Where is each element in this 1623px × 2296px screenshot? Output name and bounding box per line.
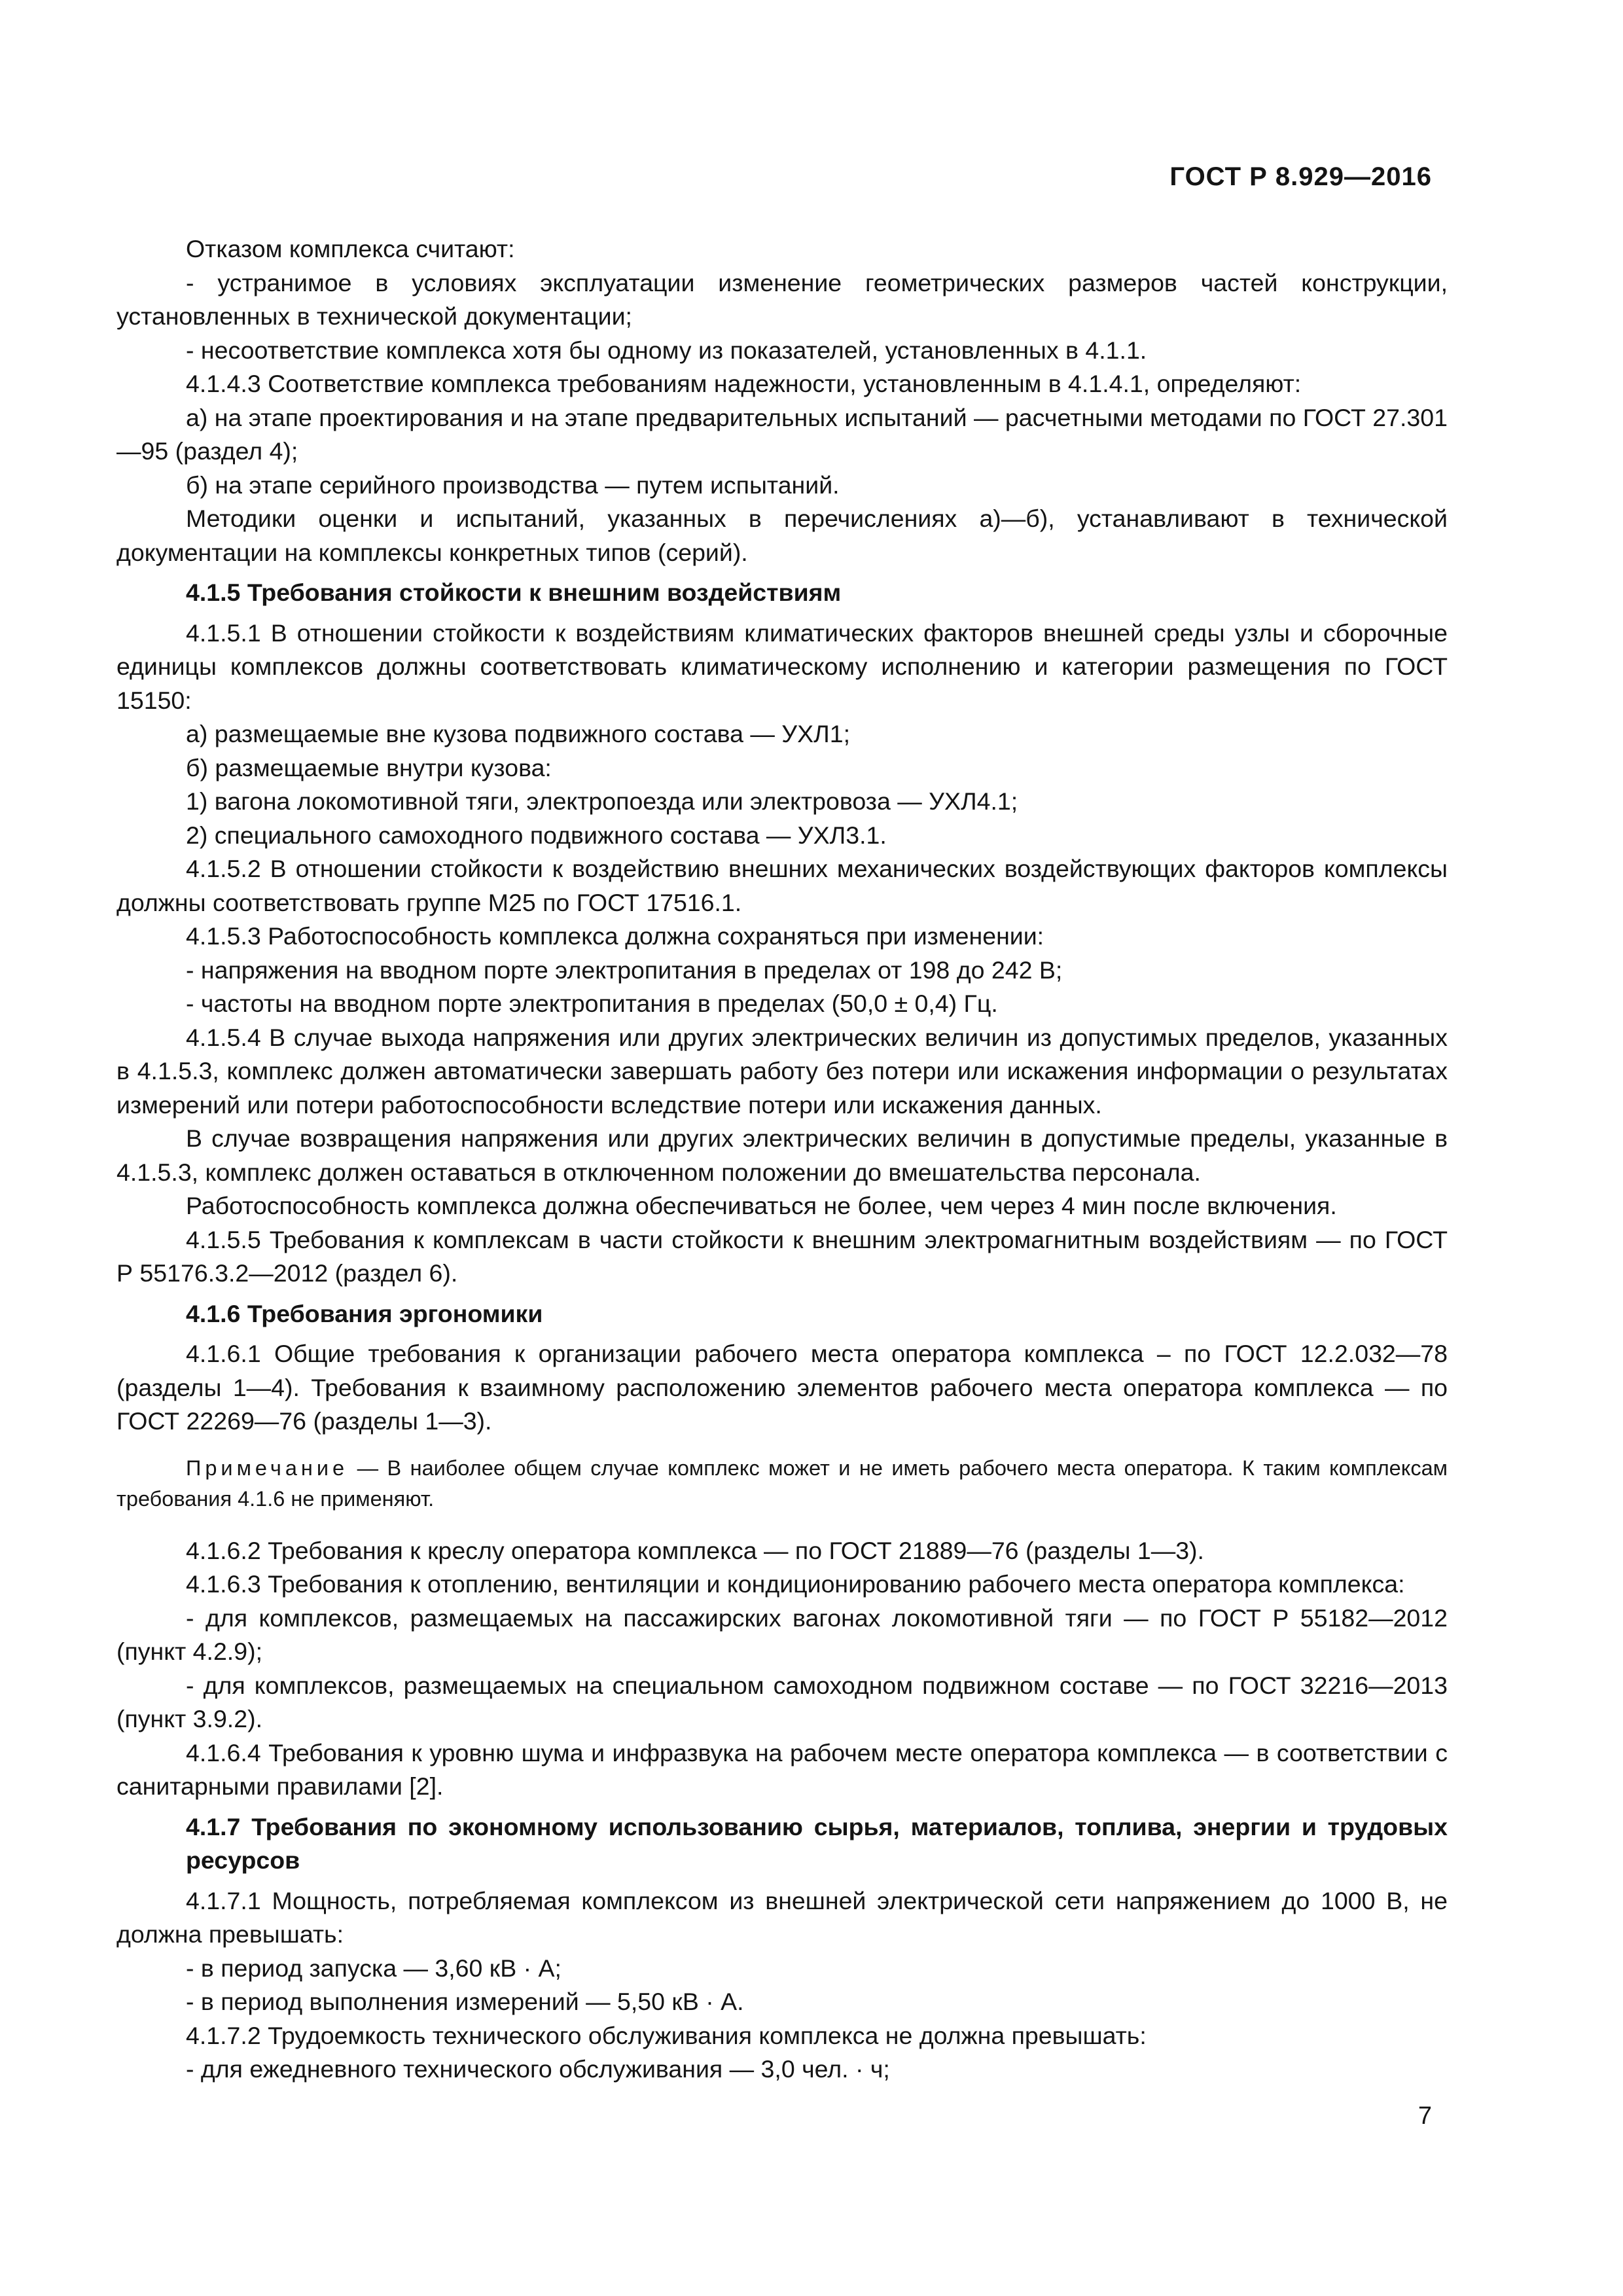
paragraph: 4.1.4.3 Соответствие комплекса требованиям надежности, установленным в 4.1.4.1, определяют:: [186, 370, 1302, 397]
paragraph: 4.1.5.5 Требования к комплексам в части стойкости к внешним электромагнитным воздействиям — по ГОСТ Р 55176.3.2—2012 (раздел 6).: [116, 1225, 1448, 1287]
note-text: — В наиболее общем случае комплекс может и не иметь рабочего места оператора. К таким комплексам требования 4.1.6 не применяют.: [116, 1456, 1448, 1511]
section-heading-4-1-7: 4.1.7 Требования по экономному использованию сырья, материалов, топлива, энергии и трудовых ресурсов: [186, 1812, 1448, 1874]
paragraph: Отказом комплекса считают:: [186, 235, 515, 262]
paragraph: - для ежедневного технического обслуживания — 3,0 чел. · ч;: [186, 2055, 890, 2083]
paragraph: 4.1.6.2 Требования к креслу оператора комплекса — по ГОСТ 21889—76 (разделы 1—3).: [186, 1536, 1204, 1564]
section-heading-4-1-5: 4.1.5 Требования стойкости к внешним воздействиям: [186, 579, 842, 606]
paragraph: - напряжения на вводном порте электропитания в пределах от 198 до 242 В;: [186, 956, 1063, 984]
paragraph: 4.1.7.2 Трудоемкость технического обслуживания комплекса не должна превышать:: [186, 2021, 1147, 2049]
paragraph: 4.1.5.2 В отношении стойкости к воздействию внешних механических воздействующих факторов комплексы должны соответствовать группе М25 по ГОСТ 17516.1.: [116, 855, 1448, 916]
paragraph: а) размещаемые вне кузова подвижного состава — УХЛ1;: [186, 720, 851, 747]
paragraph: б) на этапе серийного производства — путем испытаний.: [186, 471, 840, 499]
paragraph: 2) специального самоходного подвижного состава — УХЛ3.1.: [186, 821, 887, 849]
note: [116, 1453, 1448, 1515]
paragraph: 4.1.5.1 В отношении стойкости к воздействиям климатических факторов внешней среды узлы и сборочные единицы комплексов должны соответствовать климатическому исполнению и категории размещения по ГОСТ 15150:: [116, 619, 1448, 714]
paragraph: Работоспособность комплекса должна обеспечиваться не более, чем через 4 мин после включения.: [186, 1192, 1337, 1219]
paragraph: 1) вагона локомотивной тяги, электропоезда или электровоза — УХЛ4.1;: [186, 787, 1018, 815]
paragraph: 4.1.5.3 Работоспособность комплекса должна сохраняться при изменении:: [186, 922, 1044, 950]
paragraph: В случае возвращения напряжения или других электрических величин в допустимые пределы, указанные в 4.1.5.3, комплекс должен оставаться в отключенном положении до вмешательства персонала.: [116, 1124, 1448, 1186]
page-number: 7: [1418, 2102, 1432, 2130]
paragraph: - для комплексов, размещаемых на специальном самоходном подвижном составе — по ГОСТ 32216—2013 (пункт 3.9.2).: [116, 1671, 1448, 1732]
document-code-header: ГОСТ Р 8.929—2016: [1169, 162, 1432, 191]
paragraph: 4.1.6.1 Общие требования к организации рабочего места оператора комплекса – по ГОСТ 12.2.032—78 (разделы 1—4). Требования к взаимному расположению элементов рабочего места оператора комплекса — по ГОСТ 22269—76 (разделы 1—3).: [116, 1340, 1448, 1435]
paragraph: - устранимое в условиях эксплуатации изменение геометрических размеров частей конструкции, установленных в технической документации;: [116, 268, 1448, 330]
paragraph: 4.1.5.4 В случае выхода напряжения или других электрических величин из допустимых пределов, указанных в 4.1.5.3, комплекс должен автоматически завершать работу без потери или искажения информации о результатах измерений или потери работоспособности вследствие потери или искажения данных.: [116, 1023, 1448, 1119]
paragraph: - несоответствие комплекса хотя бы одному из показателей, установленных в 4.1.1.: [186, 336, 1147, 364]
paragraph: 4.1.6.4 Требования к уровню шума и инфразвука на рабочем месте оператора комплекса — в соответствии с санитарными правилами [2].: [116, 1738, 1448, 1800]
section-heading-4-1-6: 4.1.6 Требования эргономики: [186, 1299, 543, 1327]
paragraph: 4.1.7.1 Мощность, потребляемая комплексом из внешней электрической сети напряжением до 1000 В, не должна превышать:: [116, 1886, 1448, 1948]
paragraph: - частоты на вводном порте электропитания в пределах (50,0 ± 0,4) Гц.: [186, 990, 998, 1017]
note-label: Примечание: [186, 1456, 349, 1480]
paragraph: Методики оценки и испытаний, указанных в перечислениях а)—б), устанавливают в технической документации на комплексы конкретных типов (серий).: [116, 505, 1448, 566]
paragraph: - для комплексов, размещаемых на пассажирских вагонах локомотивной тяги — по ГОСТ Р 55182—2012 (пункт 4.2.9);: [116, 1604, 1448, 1665]
paragraph: - в период запуска — 3,60 кВ · А;: [186, 1954, 562, 1982]
paragraph: - в период выполнения измерений — 5,50 кВ · А.: [186, 1988, 744, 2015]
paragraph: а) на этапе проектирования и на этапе предварительных испытаний — расчетными методами по ГОСТ 27.301—95 (раздел 4);: [116, 403, 1448, 465]
paragraph: 4.1.6.3 Требования к отоплению, вентиляции и кондиционированию рабочего места оператора комплекса:: [186, 1570, 1405, 1598]
paragraph: б) размещаемые внутри кузова:: [186, 753, 552, 781]
document-body: [116, 232, 1448, 2087]
